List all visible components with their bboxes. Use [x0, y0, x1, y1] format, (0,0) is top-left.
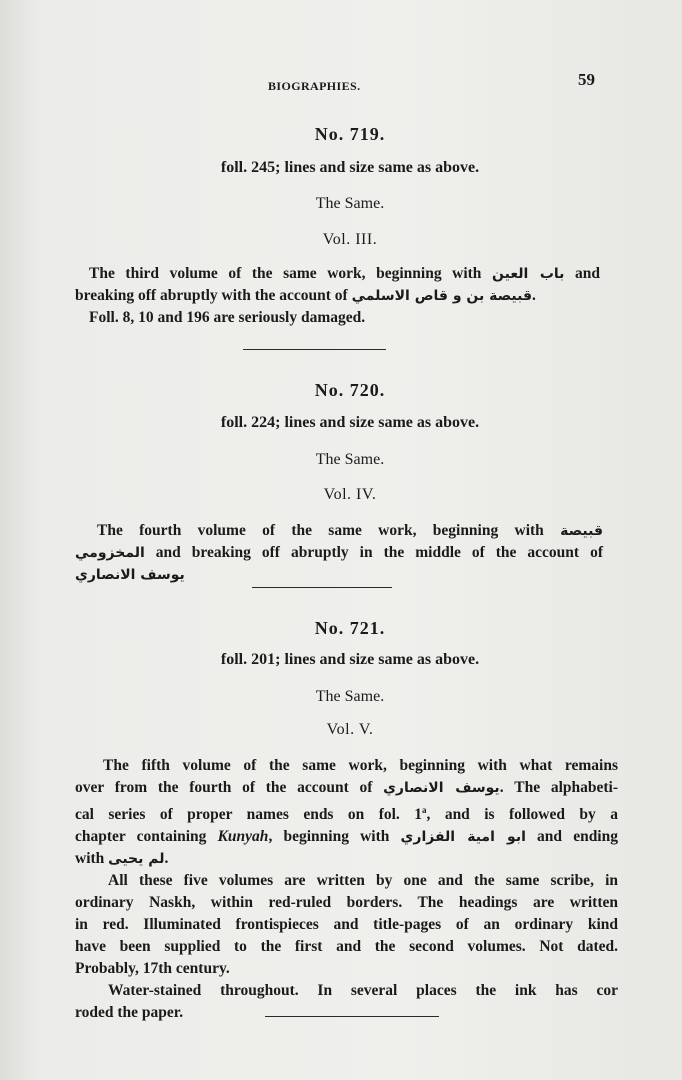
entry-title: The Same.	[315, 195, 385, 212]
running-head: BIOGRAPHIES.	[268, 79, 361, 93]
body-line: over from the fourth of the account of يوسف الانصاري. The alphabeti-	[75, 779, 618, 796]
body-line: The third volume of the same work, beginning with باب العين and	[89, 265, 600, 282]
body-line: يوسف الانصاري	[75, 567, 185, 583]
entry-body	[75, 263, 600, 329]
section-divider	[252, 587, 392, 588]
page-number: 59	[578, 70, 595, 89]
note-line: All these five volumes are written by one and the same scribe, in	[108, 872, 618, 890]
section-divider	[243, 349, 386, 350]
entry-description: foll. 245; lines and size same as above.	[220, 159, 480, 176]
entry-title: The Same.	[315, 688, 385, 705]
entry-description: foll. 224; lines and size same as above.	[220, 414, 480, 431]
body-line: Foll. 8, 10 and 196 are seriously damaged.	[89, 309, 366, 326]
note-line: Probably, 17th century.	[75, 960, 230, 978]
entry-volume: Vol. V.	[326, 721, 374, 738]
body-line: The fourth volume of the same work, beginning with قبيصة	[97, 522, 603, 539]
body-line: cal series of proper names ends on fol. 1$^a$, and is followed by a	[75, 805, 618, 824]
note-line: Water-stained throughout. In several places the ink has cor	[108, 982, 618, 1000]
entry-title: The Same.	[315, 451, 385, 468]
body-line: المخزومي and breaking off abruptly in the middle of the account of	[75, 544, 603, 561]
note-line: ordinary Naskh, within red-ruled borders. The headings are written	[75, 894, 618, 912]
entry-number: No. 721.	[314, 618, 386, 638]
body-line: with لم يحيى.	[75, 850, 169, 868]
note-line: have been supplied to the first and the second volumes. Not dated.	[75, 938, 618, 956]
note-line: in red. Illuminated frontispieces and title-pages of an ordinary kind	[75, 916, 618, 934]
note-line: roded the paper.	[75, 1004, 184, 1022]
body-line: chapter containing Kunyah, beginning with ابو امية الفزاري and ending	[75, 828, 618, 846]
entry-volume: Vol. III.	[322, 231, 378, 248]
entry-body	[75, 520, 603, 586]
entry-number: No. 720.	[314, 380, 386, 400]
entry-body	[75, 755, 618, 1024]
end-rule	[265, 1016, 439, 1017]
entry-volume: Vol. IV.	[323, 486, 377, 503]
body-line: breaking off abruptly with the account of قبيصة بن و قاص الاسلمي.	[75, 287, 536, 304]
entry-number: No. 719.	[314, 124, 386, 144]
entry-description: foll. 201; lines and size same as above.	[220, 651, 480, 668]
body-line: The fifth volume of the same work, beginning with what remains	[103, 757, 618, 774]
